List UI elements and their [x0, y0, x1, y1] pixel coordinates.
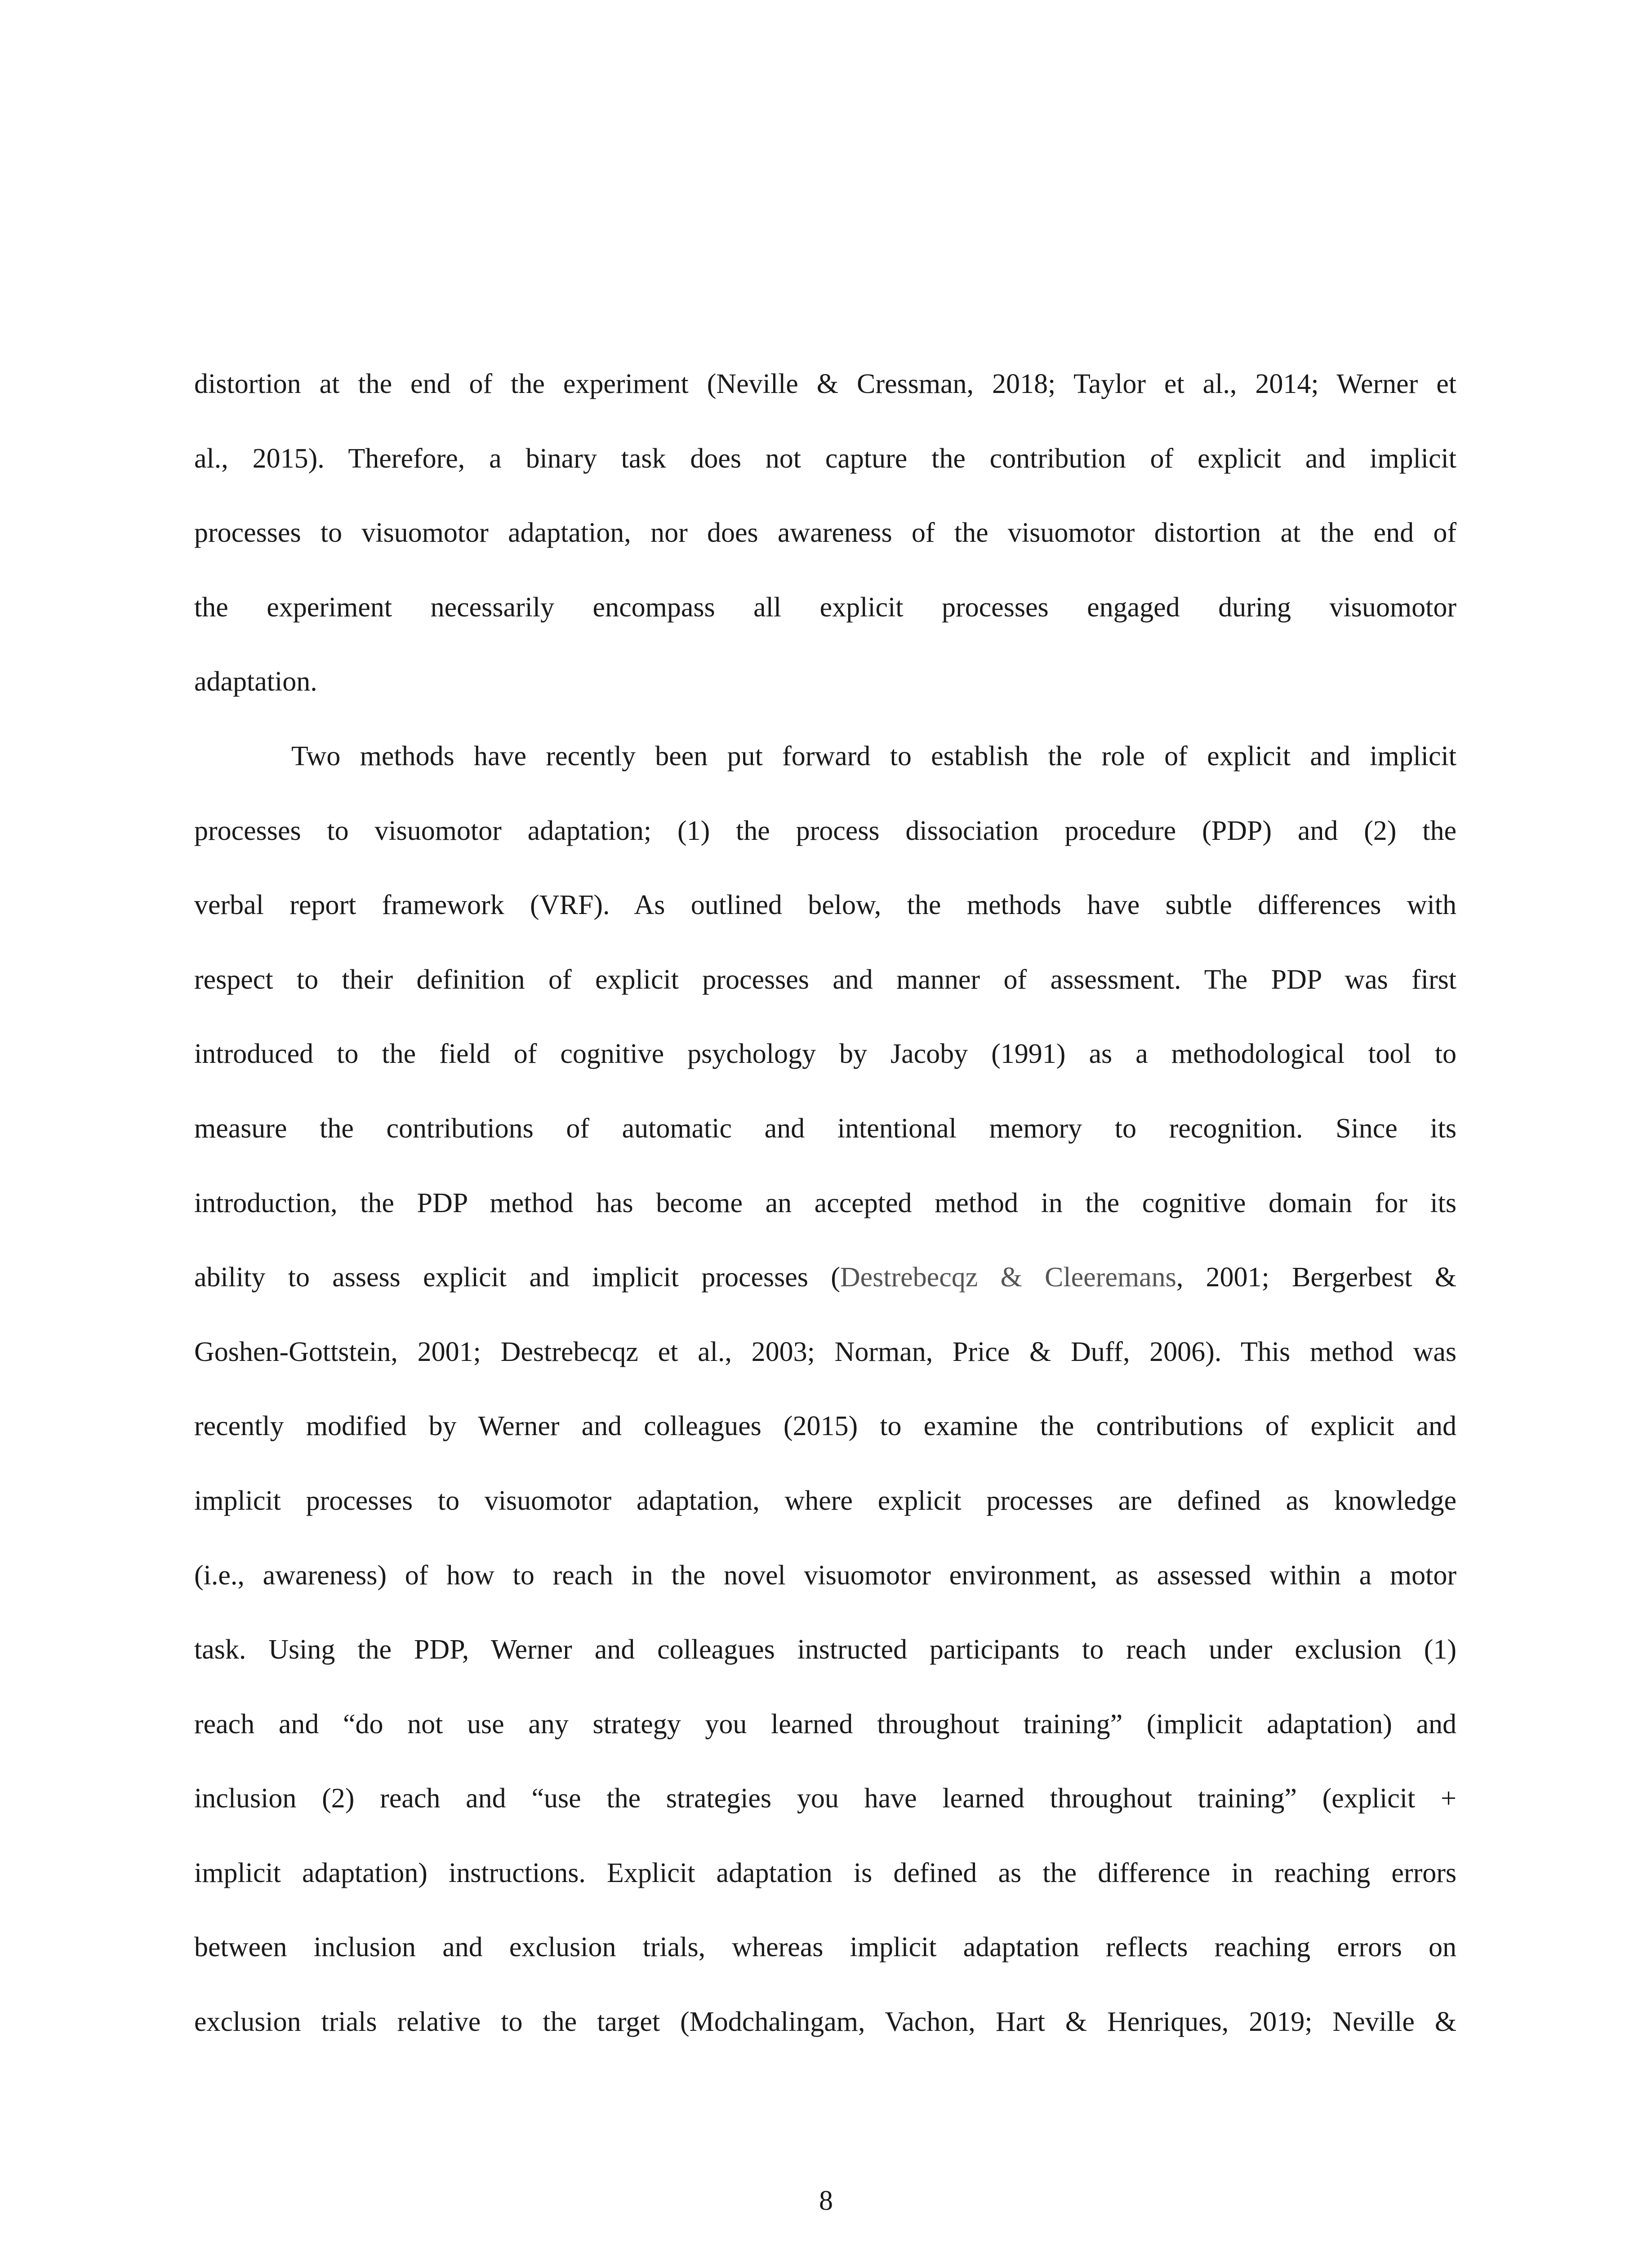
text-line: task. Using the PDP, Werner and colleagues instructed participants to reach under exclusion (1) [194, 1634, 1456, 1665]
page-number: 8 [819, 2186, 833, 2216]
text-line: reach and “do not use any strategy you learned throughout training” (implicit adaptation) and [194, 1708, 1456, 1740]
text-line: implicit adaptation) instructions. Explicit adaptation is defined as the difference in reaching errors [194, 1857, 1456, 1888]
text-line: introduction, the PDP method has become an accepted method in the cognitive domain for its [194, 1187, 1456, 1218]
text-line: exclusion trials relative to the target (Modchalingam, Vachon, Hart & Henriques, 2019; Neville & [194, 2007, 1456, 2038]
page-body [194, 347, 1456, 2060]
paragraph-continued [194, 347, 1456, 719]
citation-highlight: Destrebecqz & Cleeremans [840, 1262, 1176, 1293]
text-line: distortion at the end of the experiment (Neville & Cressman, 2018; Taylor et al., 2014; Werner et [194, 369, 1456, 399]
text-line: adaptation. [194, 666, 317, 697]
text-line [194, 1240, 1456, 1315]
paragraph-methods [194, 719, 1456, 2060]
text-line: Goshen-Gottstein, 2001; Destrebecqz et al., 2003; Norman, Price & Duff, 2006). This method was [194, 1336, 1456, 1367]
text-line: Two methods have recently been put forward to establish the role of explicit and implicit [291, 740, 1456, 772]
text-line: al., 2015). Therefore, a binary task does not capture the contribution of explicit and implicit [194, 443, 1456, 474]
text-line: inclusion (2) reach and “use the strategies you have learned throughout training” (explicit + [194, 1783, 1456, 1814]
text-line: (i.e., awareness) of how to reach in the novel visuomotor environment, as assessed within a motor [194, 1560, 1456, 1591]
text-segment: ability to assess explicit and implicit processes ( [194, 1262, 840, 1293]
text-line: introduced to the field of cognitive psychology by Jacoby (1991) as a methodological tool to [194, 1039, 1456, 1070]
text-line: the experiment necessarily encompass all explicit processes engaged during visuomotor [194, 592, 1456, 623]
text-line: between inclusion and exclusion trials, whereas implicit adaptation reflects reaching errors on [194, 1932, 1456, 1963]
text-line: verbal report framework (VRF). As outlined below, the methods have subtle differences with [194, 890, 1456, 921]
text-line: respect to their definition of explicit processes and manner of assessment. The PDP was first [194, 964, 1456, 995]
text-line: processes to visuomotor adaptation; (1) the process dissociation procedure (PDP) and (2) the [194, 815, 1456, 846]
text-line: measure the contributions of automatic and intentional memory to recognition. Since its [194, 1113, 1456, 1144]
text-line: implicit processes to visuomotor adaptation, where explicit processes are defined as knowledge [194, 1485, 1456, 1516]
text-segment: , 2001; Bergerbest & [1176, 1262, 1457, 1293]
text-line: processes to visuomotor adaptation, nor does awareness of the visuomotor distortion at the end of [194, 517, 1456, 549]
text-line: recently modified by Werner and colleagues (2015) to examine the contributions of explicit and [194, 1411, 1456, 1442]
